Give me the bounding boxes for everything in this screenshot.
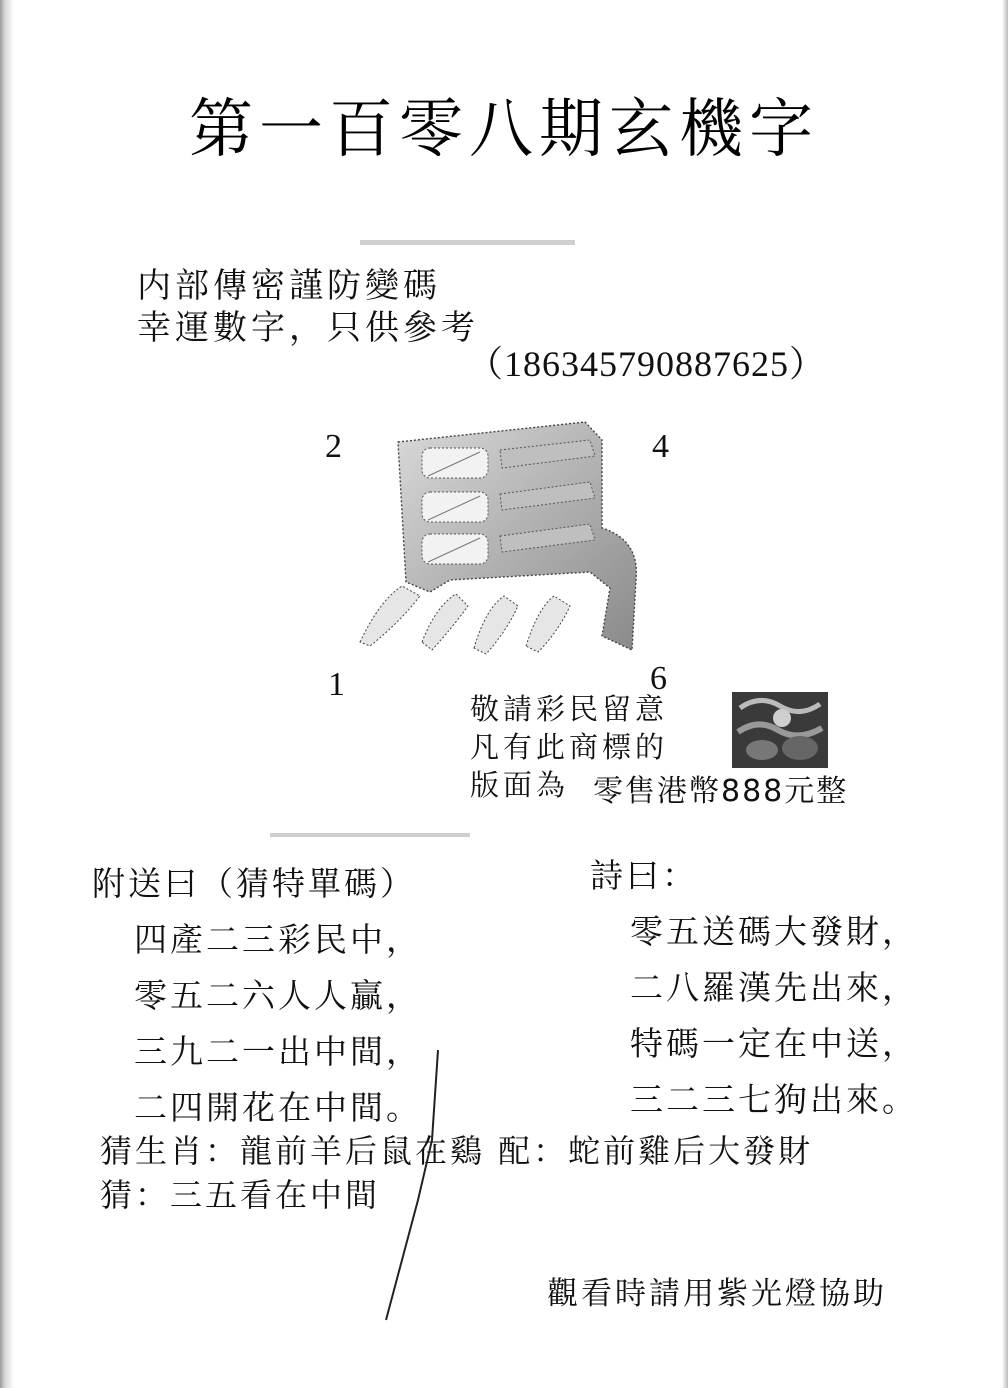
corner-number-top-right: 4 [652, 428, 669, 465]
intro-line-2: 幸運數字，只供參考 [137, 308, 479, 348]
poem-heading: 詩曰： [590, 856, 698, 895]
notice-line-3: 版面為 [470, 768, 570, 802]
gift-line: 三九二一出中間， [134, 1032, 422, 1071]
poem-line: 三二三七狗出來。 [630, 1080, 918, 1119]
notice-line-1: 敬請彩民留意 [470, 692, 669, 726]
intro-line-1: 内部傳密謹防變碼 [137, 266, 441, 306]
gift-line: 四產二三彩民中， [134, 920, 422, 959]
corner-number-bottom-left: 1 [328, 666, 345, 703]
gift-line: 零五二六人人贏， [134, 976, 422, 1015]
zodiac-line-1: 猜生肖：龍前羊后鼠在鷄 配：蛇前雞后大發財 [100, 1132, 814, 1170]
lucky-numbers: （186345790887625） [467, 344, 826, 384]
notice-line-2: 凡有此商標的 [470, 730, 669, 764]
poem-line: 二八羅漢先出來， [630, 968, 918, 1007]
gift-line: 二四開花在中間。 [134, 1088, 422, 1127]
retail-price: 零售港幣888元整 [593, 774, 849, 809]
zodiac-line-2: 猜：三五看在中間 [100, 1176, 381, 1214]
poem-line: 零五送碼大發財， [630, 912, 918, 951]
poem-line: 特碼一定在中送， [630, 1024, 918, 1063]
corner-number-top-left: 2 [325, 428, 342, 465]
gift-heading: 附送曰（猜特單碼） [92, 864, 416, 903]
footer-note: 觀看時請用紫光燈協助 [547, 1276, 887, 1312]
page-title: 第一百零八期玄機字 [189, 93, 819, 167]
corner-number-bottom-right: 6 [650, 660, 667, 697]
